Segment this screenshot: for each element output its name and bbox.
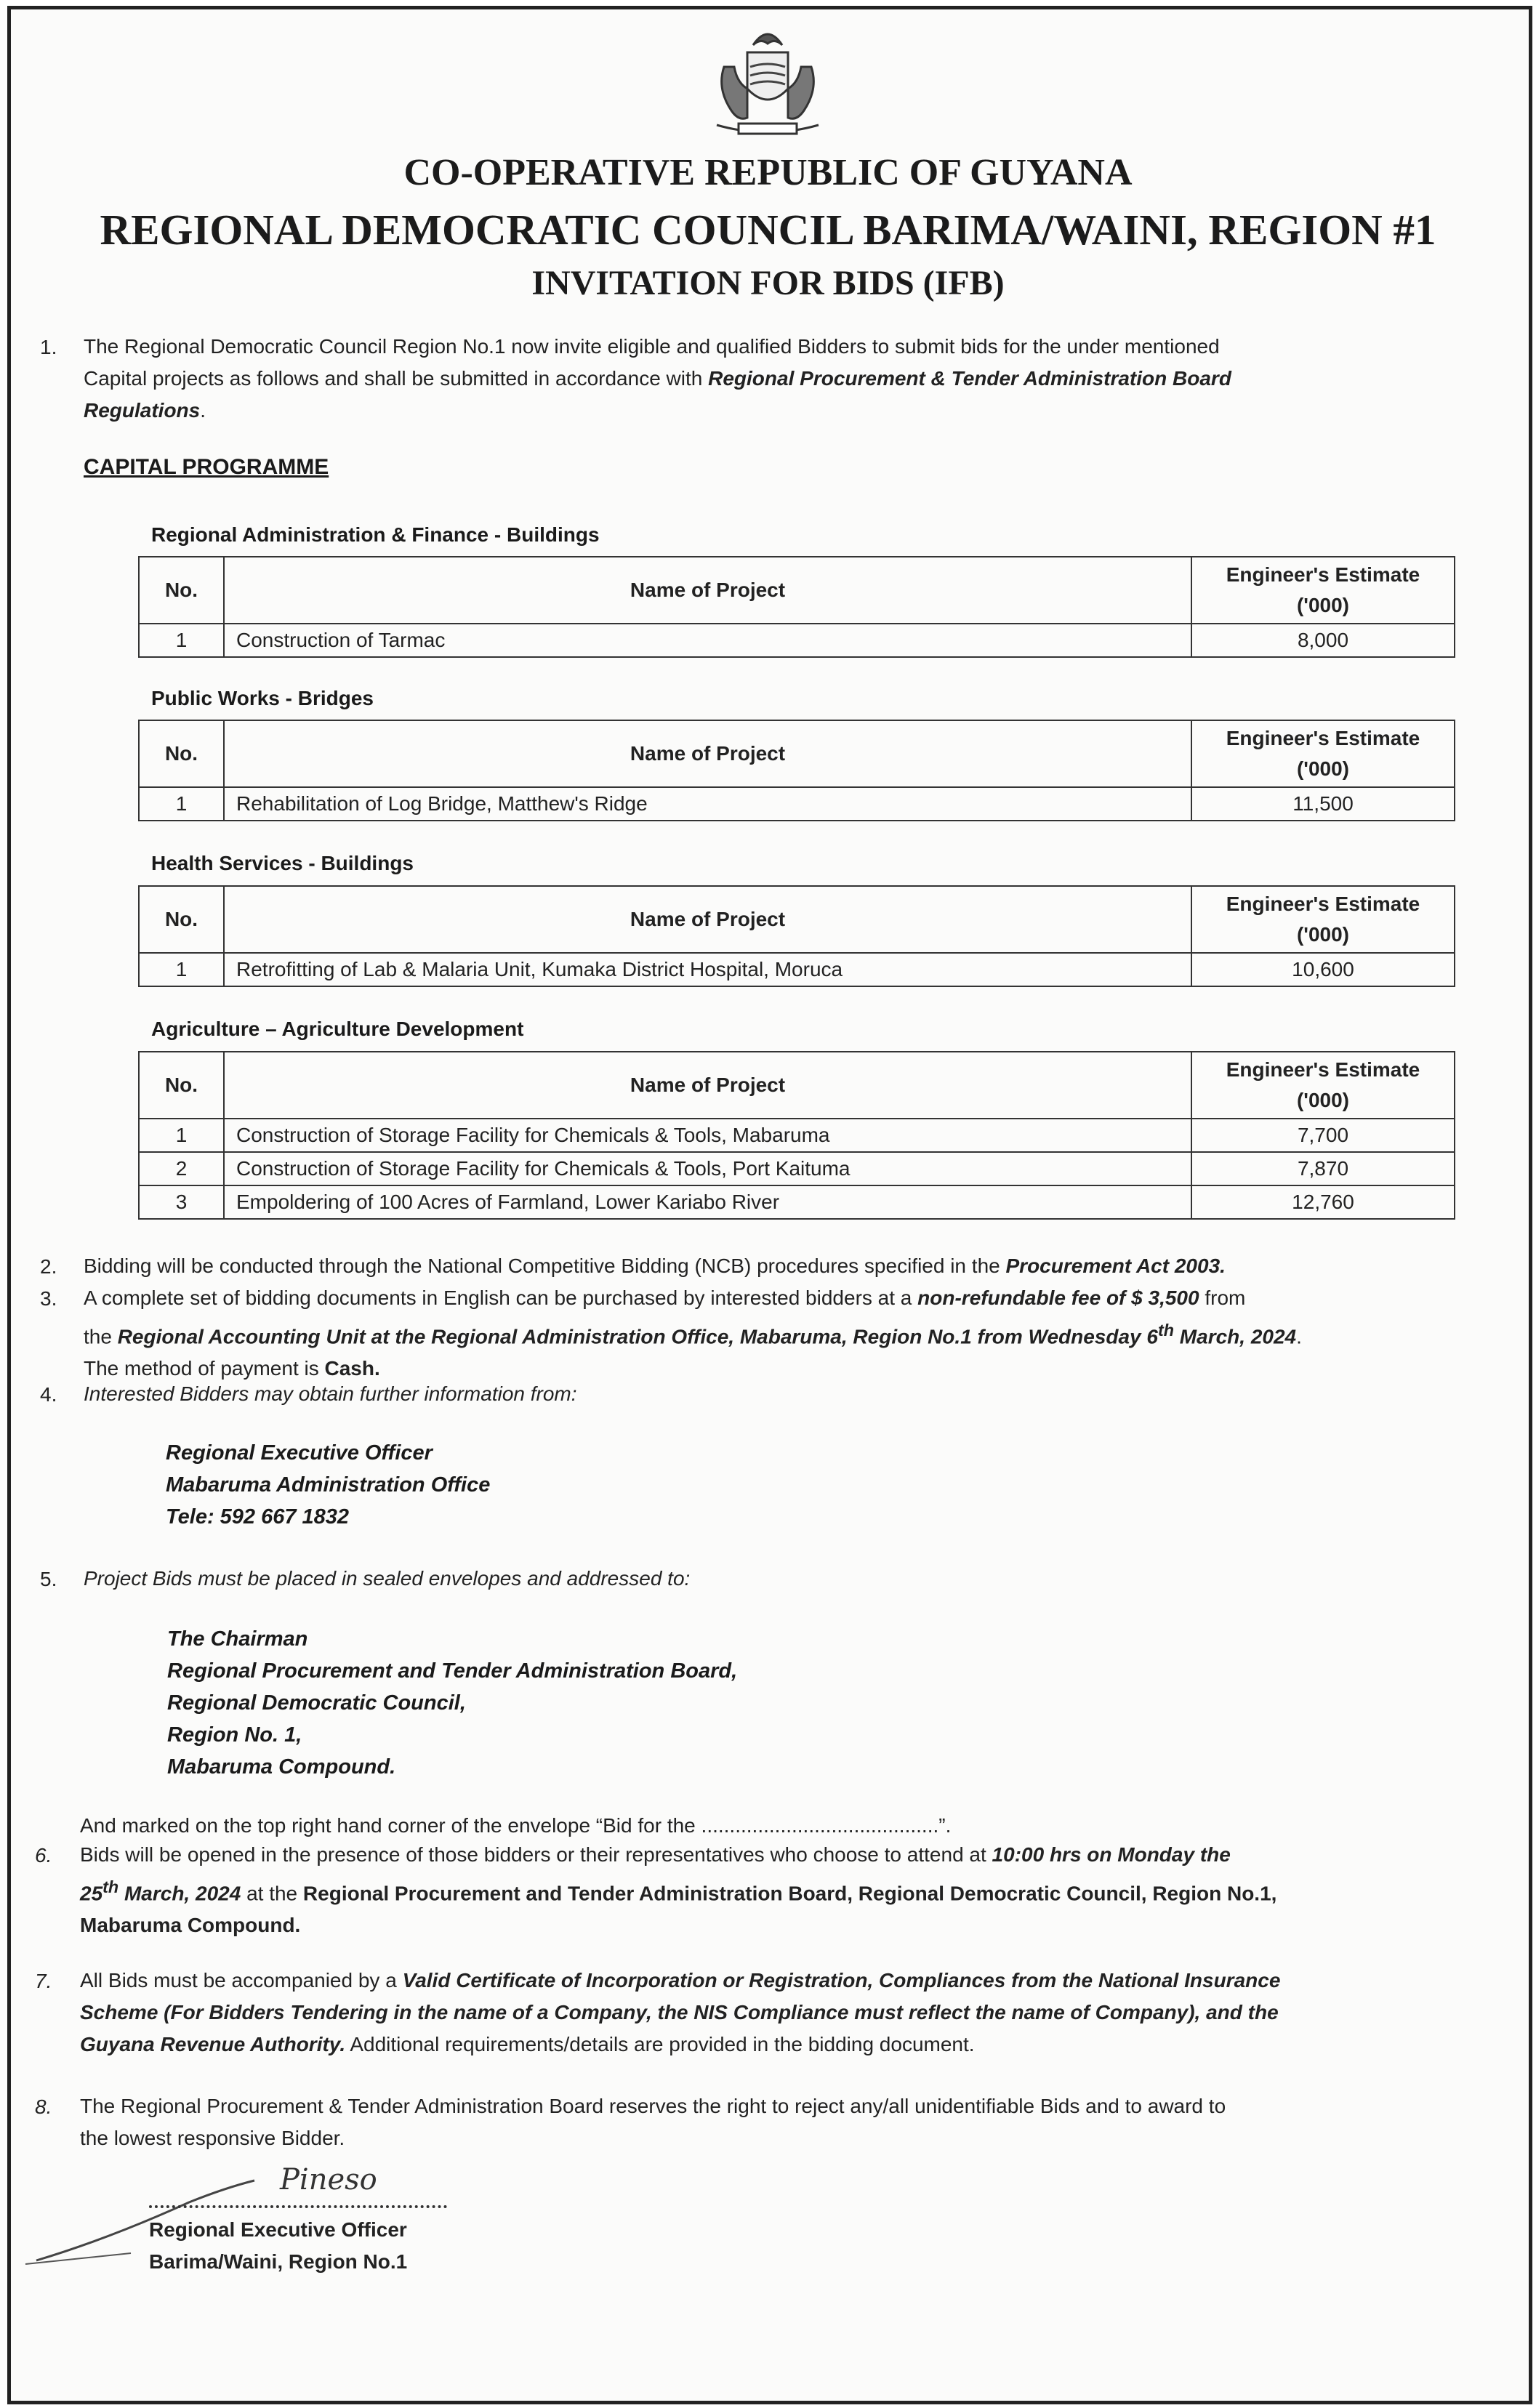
section-title: Regional Administration & Finance - Buildings <box>151 523 600 546</box>
item-7-number: 7. <box>35 1970 52 1992</box>
item-6-text: Bids will be opened in the presence of those bidders or their representatives who choose to attend at 10:00 hrs on Monday the 25th March, 2024 at the Regional Procurement and Tender Administration Board, Regional Democratic Council, Region No.1, Mabaruma Compound. <box>80 1843 1277 1937</box>
item-1-number: 1. <box>40 336 57 358</box>
item-6-number: 6. <box>35 1844 52 1867</box>
signature-line <box>149 2205 447 2208</box>
col-estimate: Engineer's Estimate ('000) <box>1191 557 1455 624</box>
item-4-text: Interested Bidders may obtain further information from: <box>84 1382 577 1405</box>
item-2-text: Bidding will be conducted through the National Competitive Bidding (NCB) procedures specified in the Procurement Act 2003. <box>84 1255 1226 1277</box>
signatory-block: Regional Executive Officer Barima/Waini, Region No.1 <box>149 2218 408 2273</box>
section-title: Public Works - Bridges <box>151 687 374 709</box>
address-block: The Chairman Regional Procurement and Tender Administration Board, Regional Democratic Council, Region No. 1, Mabaruma Compound. <box>167 1627 738 1779</box>
col-no: No. <box>139 557 224 624</box>
table-row: 3 Empoldering of 100 Acres of Farmland, Lower Kariabo River 12,760 <box>139 1185 1455 1219</box>
project-table <box>138 720 1455 821</box>
item-7-text: All Bids must be accompanied by a Valid Certificate of Incorporation or Registration, Compliances from the National Insurance Scheme (For Bidders Tendering in the name of a Company, the NIS Compliance must reflect the name of Company), and the Guyana Revenue Authority. Additional requirements/details are provided in the bidding document. <box>80 1969 1281 2055</box>
table-row: 1 Construction of Tarmac 8,000 <box>139 624 1455 657</box>
header-line-2: REGIONAL DEMOCRATIC COUNCIL BARIMA/WAINI, REGION #1 <box>100 206 1436 254</box>
contact-block: Regional Executive Officer Mabaruma Administration Office Tele: 592 667 1832 <box>166 1441 491 1529</box>
table-row: 1 Rehabilitation of Log Bridge, Matthew's Ridge 11,500 <box>139 787 1455 821</box>
col-name: Name of Project <box>224 886 1191 953</box>
col-name: Name of Project <box>224 1052 1191 1119</box>
project-table <box>138 1051 1455 1220</box>
section-title: Agriculture – Agriculture Development <box>151 1018 524 1040</box>
col-estimate: Engineer's Estimate ('000) <box>1191 886 1455 953</box>
item-8-number: 8. <box>35 2095 52 2118</box>
table-row: 1 Construction of Storage Facility for Chemicals & Tools, Mabaruma 7,700 <box>139 1119 1455 1152</box>
col-name: Name of Project <box>224 720 1191 787</box>
col-name: Name of Project <box>224 557 1191 624</box>
signature-text: Pineso <box>280 2163 377 2196</box>
coat-of-arms-icon <box>702 16 833 147</box>
col-no: No. <box>139 720 224 787</box>
item-5-text: Project Bids must be placed in sealed envelopes and addressed to: <box>84 1567 691 1590</box>
col-no: No. <box>139 1052 224 1119</box>
item-8-text: The Regional Procurement & Tender Administration Board reserves the right to reject any/all unidentifiable Bids and to award to the lowest responsive Bidder. <box>80 2095 1226 2149</box>
item-2-number: 2. <box>40 1255 57 1278</box>
project-table <box>138 556 1455 658</box>
project-table <box>138 885 1455 987</box>
item-1-text: The Regional Democratic Council Region No.1 now invite eligible and qualified Bidders to submit bids for the under mentioned Capital projects as follows and shall be submitted in accordance with Regional Procurement & Tender Administration Board Regulations. <box>84 335 1231 422</box>
table-row: 1 Retrofitting of Lab & Malaria Unit, Kumaka District Hospital, Moruca 10,600 <box>139 953 1455 986</box>
item-5-number: 5. <box>40 1568 57 1590</box>
header-line-1: CO-OPERATIVE REPUBLIC OF GUYANA <box>403 152 1133 193</box>
item-3-number: 3. <box>40 1287 57 1310</box>
capital-programme-heading: CAPITAL PROGRAMME <box>84 455 329 479</box>
item-3-text: A complete set of bidding documents in English can be purchased by interested bidders at a non-refundable fee of $ 3,500 from the Regional Accounting Unit at the Regional Administration Office, Mabaruma, Region No.1 from Wednesday 6th March, 2024. The method of payment is Cash. <box>84 1286 1302 1380</box>
item-4-number: 4. <box>40 1383 57 1406</box>
col-estimate: Engineer's Estimate ('000) <box>1191 720 1455 787</box>
table-row: 2 Construction of Storage Facility for Chemicals & Tools, Port Kaituma 7,870 <box>139 1152 1455 1185</box>
header-line-3: INVITATION FOR BIDS (IFB) <box>531 264 1005 302</box>
col-no: No. <box>139 886 224 953</box>
col-estimate: Engineer's Estimate ('000) <box>1191 1052 1455 1119</box>
envelope-note: And marked on the top right hand corner of the envelope “Bid for the ..........................................”. <box>80 1814 952 1837</box>
section-title: Health Services - Buildings <box>151 852 414 874</box>
